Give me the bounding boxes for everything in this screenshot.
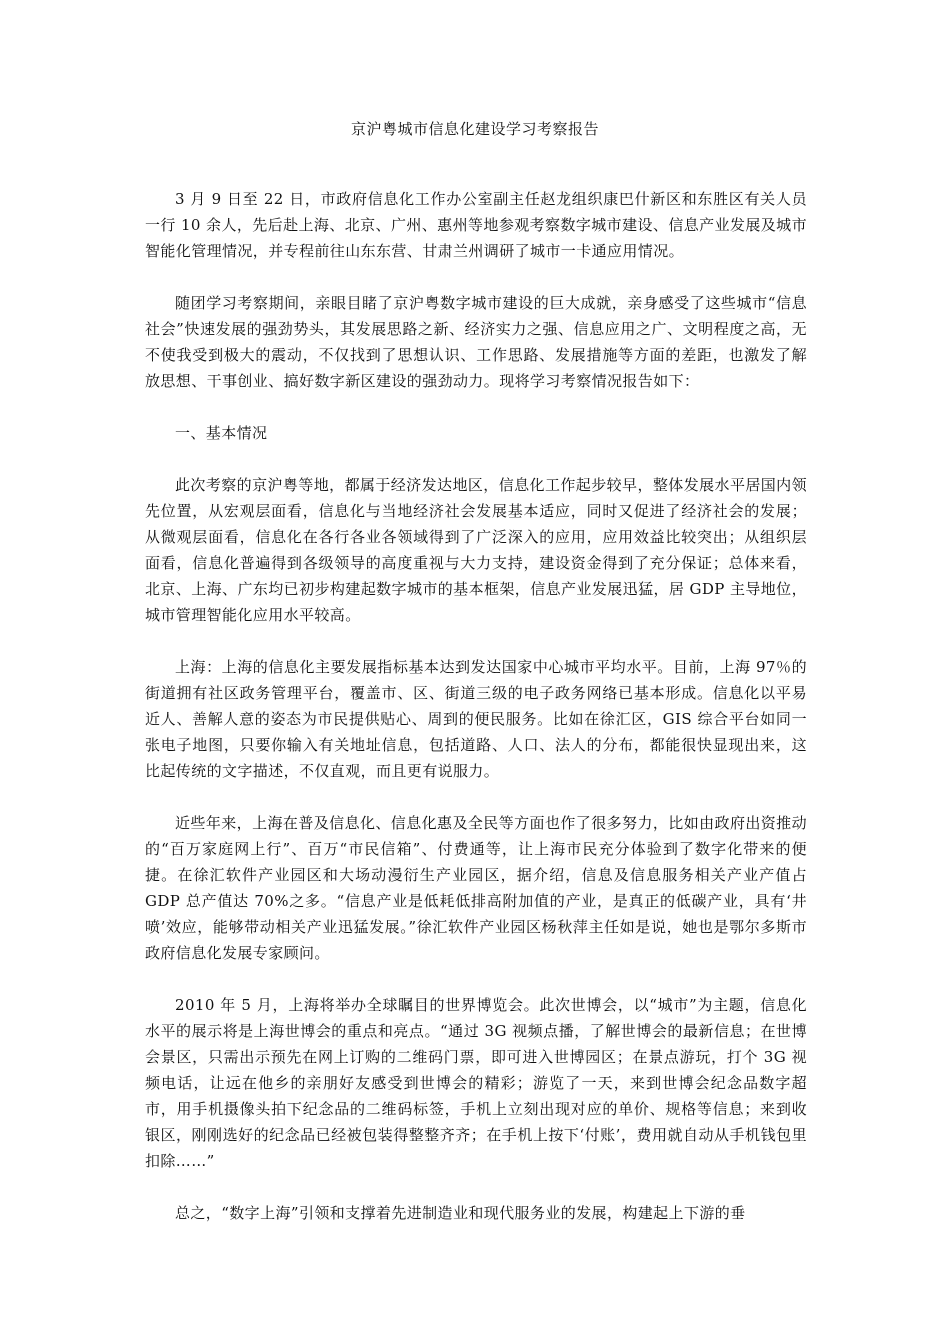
- document-title: 京沪粤城市信息化建设学习考察报告: [350, 120, 599, 138]
- document-body: [145, 186, 807, 1252]
- paragraph-shanghai-recent-years: 近些年来，上海在普及信息化、信息化惠及全民等方面也作了很多努力，比如由政府出资推动的“百万家庭网上行”、百万“市民信箱”、付费通等，让上海市民充分体验到了数字化带来的便捷。在徐汇软件产业园区和大场动漫衍生产业园区，据介绍，信息及信息服务相关产业产值占 GDP 总产值达 70%之多。“信息产业是低耗低排高附加值的产业，是真正的低碳产业，具有‘井喷’效应，能够带动相关产业迅猛发展。”徐汇软件产业园区杨秋萍主任如是说，她也是鄂尔多斯市政府信息化发展专家顾问。: [145, 814, 807, 962]
- paragraph-summary: 总之，“数字上海”引领和支撑着先进制造业和现代服务业的发展，构建起上下游的垂: [175, 1204, 746, 1222]
- paragraph-shanghai: 上海：上海的信息化主要发展指标基本达到发达国家中心城市平均水平。目前，上海 97％的街道拥有社区政务管理平台，覆盖市、区、街道三级的电子政务网络已基本形成。信息化以平易近人、善解人意的姿态为市民提供贴心、周到的便民服务。比如在徐汇区，GIS 综合平台如同一张电子地图，只要你输入有关地址信息，包括道路、人口、法人的分布，都能很快显现出来，这比起传统的文字描述，不仅直观，而且更有说服力。: [145, 658, 807, 780]
- section-heading-basic-situation: 一、基本情况: [175, 424, 268, 442]
- paragraph-expo-2010: 2010 年 5 月，上海将举办全球瞩目的世界博览会。此次世博会，以“城市”为主题，信息化水平的展示将是上海世博会的重点和亮点。“通过 3G 视频点播，了解世博会的最新信息；在世博会景区，只需出示预先在网上订购的二维码门票，即可进入世博园区；在景点游玩，打个 3G 视频电话，让远在他乡的亲朋好友感受到世博会的精彩；游览了一天，来到世博会纪念品数字超市，用手机摄像头拍下纪念品的二维码标签，手机上立刻出现对应的单价、规格等信息；来到收银区，刚刚选好的纪念品已经被包装得整整齐齐；在手机上按下‘付账’，费用就自动从手机钱包里扣除……”: [145, 996, 807, 1170]
- paragraph-overview: 此次考察的京沪粤等地，都属于经济发达地区，信息化工作起步较早，整体发展水平居国内领先位置，从宏观层面看，信息化与当地经济社会发展基本适应，同时又促进了经济社会的发展；从微观层面看，信息化在各行各业各领域得到了广泛深入的应用，应用效益比较突出；从组织层面看，信息化普遍得到各级领导的高度重视与大力支持，建设资金得到了充分保证；总体来看，北京、上海、广东均已初步构建起数字城市的基本框架，信息产业发展迅猛，居 GDP 主导地位，城市管理智能化应用水平较高。: [145, 476, 807, 624]
- paragraph-impressions: 随团学习考察期间，亲眼目睹了京沪粤数字城市建设的巨大成就，亲身感受了这些城市“信息社会”快速发展的强劲势头，其发展思路之新、经济实力之强、信息应用之广、文明程度之高，无不使我受到极大的震动，不仅找到了思想认识、工作思路、发展措施等方面的差距，也激发了解放思想、干事创业、搞好数字新区建设的强劲动力。现将学习考察情况报告如下：: [145, 294, 807, 390]
- paragraph-intro: 3 月 9 日至 22 日，市政府信息化工作办公室副主任赵龙组织康巴什新区和东胜区有关人员一行 10 余人，先后赴上海、北京、广州、惠州等地参观考察数字城市建设、信息产业发展及城市智能化管理情况，并专程前往山东东营、甘肃兰州调研了城市一卡通应用情况。: [145, 190, 807, 260]
